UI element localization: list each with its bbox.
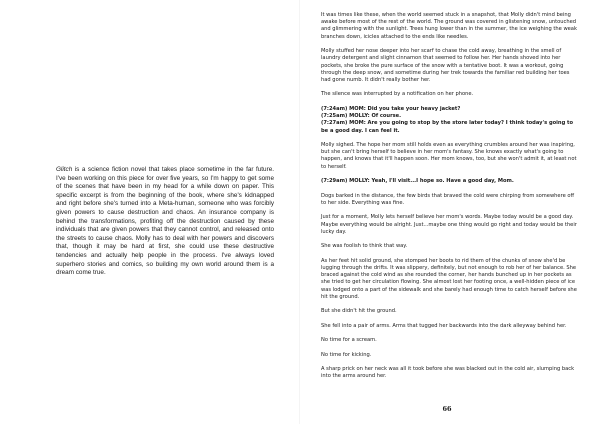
story-paragraph: The silence was interrupted by a notification on her phone. [321,91,474,98]
story-paragraph: As her feet hit solid ground, she stomped her boots to rid them of the chunks of snow she'd be lugging through the drifts. It was slippery, definitely, but not enough to rob her of her balance. She braced against the cold wind as she rounded the corner, her hands bunched up in her pockets as she tried to get her circulation flowing. She almost lost her footing once, a well-hidden piece of ice was lodged onto a part of the sidewalk and she barely had enough time to catch herself before she hit the ground. [321,257,577,300]
book-title: Glitch [56,166,73,173]
text-message-thread [321,106,579,135]
text-message: (7:29am) MOLLY: Yeah, I'll visit...I hope so. Have a good day, Mom. [321,178,514,185]
story-paragraph: Molly stuffed her nose deeper into her scarf to chase the cold away, breathing in the smell of laundry detergent and slight cinnamon that seemed to follow her. Her hands shoved into her pockets, she broke the pure surface of the snow with a tentative boot. It was a workout, going through the deep snow, and sometime during her trek towards the familiar red building her toes had gone numb. It didn't really bother her. [321,48,570,83]
story-paragraph: No time for kicking. [321,351,372,358]
story-paragraph: It was times like these, when the world seemed stuck in a snapshot, that Molly didn't mind being awake before most of the rest of the world. The ground was covered in glistening snow, untouched and glimmering with the sunlight. Trees hung lower than in the summer, the ice weighing the weak branches down, icicles attached to the ends like needles. [321,12,577,40]
story-paragraph: Just for a moment, Molly lets herself believe her mom's words. Maybe today would be a good day. Maybe everything would be alright. Just...maybe one thing would go right and today would be their lucky day. [321,214,577,235]
story-paragraph: But she didn't hit the ground. [321,308,397,315]
story-paragraph: Dogs barked in the distance, the few birds that braved the cold were chirping from somewhere off to her side. Everything was fine. [321,192,575,206]
story-paragraph: No time for a scream. [321,337,377,344]
story-paragraph: Molly sighed. The hope her mom still holds even as everything crumbles around her was inspiring, but she can't bring herself to believe in her mom's fantasy. She knows exactly what's going to happen, and knows that it'll happen soon. Her mom knows, too, but she won't admit it, at least not to herself. [321,142,577,170]
text-message: (7:25am) MOLLY: Of course. [321,113,402,120]
text-message: (7:24am) MOM: Did you take your heavy jacket? [321,105,461,112]
story-paragraph: She fell into a pair of arms. Arms that tugged her backwards into the dark alleyway behind her. [321,322,567,329]
story-paragraph: She was foolish to think that way. [321,243,408,250]
right-page [300,0,600,424]
intro-text: is a science fiction novel that takes place sometime in the far future. I've been working on this piece for over five years, so I'm happy to get some of the scenes that have been in my head for a while down on paper. This specific excerpt is from the beginning of the book, where she's kidnapped and right before she's turned into a Meta-human, someone who was forcibly given powers to cause destruction and chaos. An insurance company is behind the transformations, profiting off the destruction caused by these individuals that are given powers that they cannot control, and released onto the streets to cause chaos. Molly has to deal with her powers and discovers that, though it may be hard at first, she could use these destructive tendencies and actually help people in the process. I've always loved superhero stories and comics, so building my own world around them is a dream come true. [56,166,274,277]
story-paragraph: A sharp prick on her neck was all it took before she was blacked out in the cold air, slumping back into the arms around her. [321,366,575,380]
story-text [321,12,579,388]
text-message-reply [321,178,579,185]
page-number: 66 [442,405,452,413]
text-message: (7:27am) MOM: Are you going to stop by the store later today? I think today's going to be a good day. I can feel it. [321,120,574,134]
intro-paragraph [56,166,274,278]
